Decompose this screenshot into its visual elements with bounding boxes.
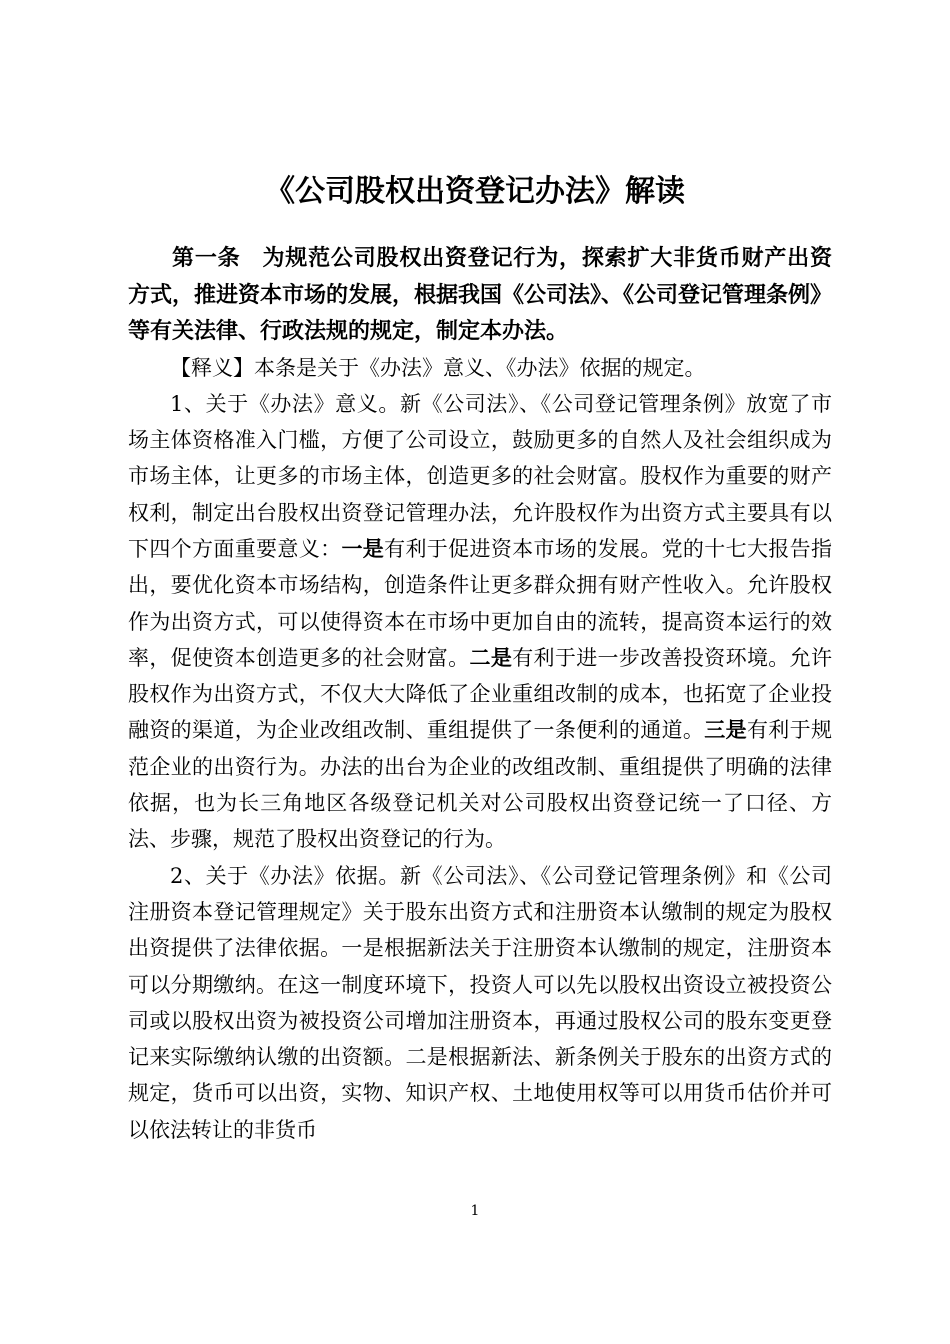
section-1-intro: 1、关于《办法》意义。新《公司法》、《公司登记管理条例》放宽了市场主体资格准入门槛，方便了公司设立，鼓励更多的自然人及社会组织成为市场主体，让更多的市场主体，创造更多的社会财富。股权作为重要的财产权利，制定出台股权出资登记管理办法，允许股权作为出资方式主要具有以下四个方面重要意义： [128, 391, 832, 561]
document-title: 《公司股权出资登记办法》解读 [265, 174, 685, 209]
section-2-paragraph: 2、关于《办法》依据。新《公司法》、《公司登记管理条例》和《公司注册资本登记管理规定》关于股东出资方式和注册资本认缴制的规定为股权出资提供了法律依据。一是根据新法关于注册资本认缴制的规定，注册资本可以分期缴纳。在这一制度环境下，投资人可以先以股权出资设立被投资公司或以股权出资为被投资公司增加注册资本，再通过股权公司的股东变更登记来实际缴纳认缴的出资额。二是根据新法、新条例关于股东的出资方式的规定，货币可以出资，实物、知识产权、土地使用权等可以用货币估价并可以依法转让的非货币 [128, 863, 832, 1142]
point-2-label: 二是 [469, 644, 513, 670]
article-text: 为规范公司股权出资登记行为，探索扩大非货币财产出资方式，推进资本市场的发展，根据我国《公司法》、《公司登记管理条例》等有关法律、行政法规的规定，制定本办法。 [128, 245, 833, 344]
point-3-text: 有利于规范企业的出资行为。办法的出台为企业的改组改制、重组提供了明确的法律依据，也为长三角地区各级登记机关对公司股权出资登记统一了口径、方法、步骤，规范了股权出资登记的行为。 [128, 718, 832, 852]
interpretation-paragraph: 【释义】本条是关于《办法》意义、《办法》依据的规定。 [170, 355, 706, 380]
article-paragraph [128, 240, 832, 350]
page-number: 1 [470, 1203, 480, 1219]
point-1-label: 一是 [341, 535, 385, 561]
section-1-paragraph [128, 386, 832, 858]
document-body [128, 240, 832, 1148]
point-3-label: 三是 [704, 717, 747, 743]
point-2-text: 有利于进一步改善投资环境。允许股权作为出资方式，不仅大大降低了企业重组改制的成本，也拓宽了企业投融资的渠道，为企业改组改制、重组提供了一条便利的通道。 [128, 645, 832, 743]
article-number: 第一条 [172, 245, 241, 271]
point-1-text: 有利于促进资本市场的发展。党的十七大报告指出，要优化资本市场结构，创造条件让更多群众拥有财产性收入。允许股权作为出资方式，可以使得资本在市场中更加自由的流转，提高资本运行的效率，促使资本创造更多的社会财富。 [128, 536, 832, 670]
